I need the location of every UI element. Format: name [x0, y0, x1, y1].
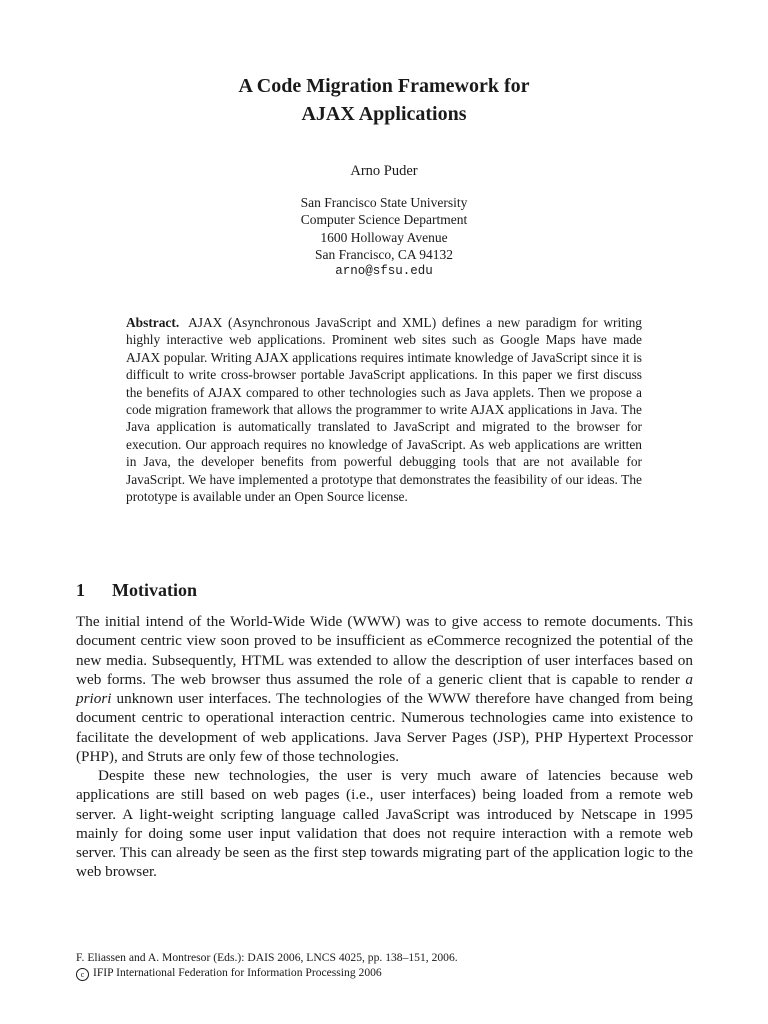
abstract-block — [126, 314, 642, 505]
affiliation-block — [0, 194, 768, 280]
body-p1-after: unknown user interfaces. The technologies of the WWW therefore have changed from being document centric to operational interaction centric. Numerous technologies came into existence to facilitate the development of web applications. Java Server Pages (JSP), PHP Hypertext Processor (PHP), and Struts are only few of those technologies. — [76, 690, 693, 765]
abstract-text: AJAX (Asynchronous JavaScript and XML) defines a new paradigm for writing highly interactive web applications. Prominent web sites such as Google Maps have made AJAX popular. Writing AJAX applications requires intimate knowledge of JavaScript since it is difficult to write cross-browser portable JavaScript applications. In this paper we first discuss the benefits of AJAX compared to other technologies such as Java applets. Then we propose a code migration framework that allows the programmer to write AJAX applications in Java. The Java application is automatically translated to JavaScript and migrated to the browser for execution. Our approach requires no knowledge of JavaScript. As web applications are written in Java, the developer benefits from powerful debugging tools that are not available for JavaScript. We have implemented a prototype that demonstrates the feasibility of our ideas. The prototype is available under an Open Source license. — [126, 315, 642, 505]
section-title: Motivation — [112, 580, 197, 600]
body-p1-before: The initial intend of the World-Wide Wide (WWW) was to give access to remote documents. This document centric view soon proved to be insufficient as eCommerce recognized the potential of the new media. Subsequently, HTML was extended to allow the description of user interfaces based on web forms. The web browser thus assumed the role of a generic client that is capable to render — [76, 613, 693, 688]
footnote-copyright — [76, 965, 693, 981]
section-number: 1 — [76, 580, 85, 600]
affiliation-university: San Francisco State University — [300, 195, 468, 210]
abstract-label: Abstract. — [126, 315, 180, 330]
body-p1-emphasis: a priori — [76, 670, 693, 707]
footnote — [76, 950, 693, 981]
affiliation-street: 1600 Holloway Avenue — [320, 229, 448, 245]
affiliation-city: San Francisco, CA 94132 — [315, 246, 453, 262]
copyright-icon: c — [76, 968, 89, 981]
section-body — [76, 612, 693, 882]
affiliation-department: Computer Science Department — [300, 212, 468, 228]
footnote-copyright-text: IFIP International Federation for Information Processing 2006 — [93, 966, 382, 979]
title-line-2: AJAX Applications — [301, 103, 467, 125]
author-name: Arno Puder — [350, 163, 418, 179]
title-line-1: A Code Migration Framework for — [238, 75, 530, 97]
body-paragraph-1 — [76, 612, 693, 766]
author-email: arno@sfsu.edu — [335, 264, 433, 279]
section-heading — [76, 578, 197, 602]
footnote-citation: F. Eliassen and A. Montresor (Eds.): DAIS 2006, LNCS 4025, pp. 138–151, 2006. — [76, 951, 458, 964]
body-paragraph-2: Despite these new technologies, the user is very much aware of latencies because web applications are still based on web pages (i.e., user interfaces) being loaded from a remote web server. A light-weight scripting language called JavaScript was introduced by Netscape in 1995 mainly for doing some user input validation that does not require interaction with a remote web server. This can already be seen as the first step towards migrating part of the application logic to the web browser. — [76, 767, 693, 881]
paper-title — [0, 72, 768, 128]
